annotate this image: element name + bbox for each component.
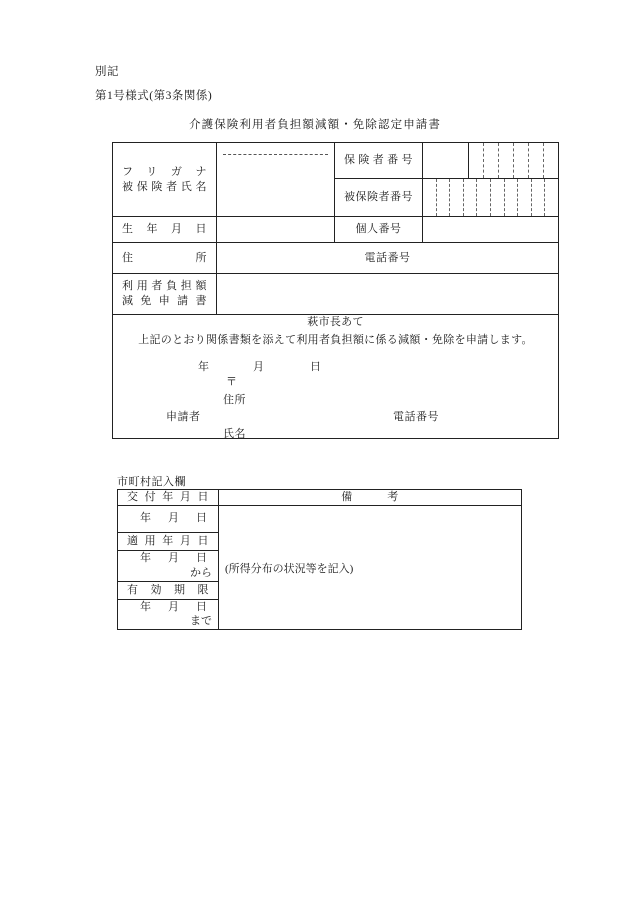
insurer-number-digit-3[interactable]: [499, 143, 514, 178]
remarks-header: 備 考: [341, 491, 399, 503]
insured-number-digit-8[interactable]: [518, 179, 532, 216]
insurer-number-blank-cell[interactable]: [423, 143, 469, 179]
table-row-furigana: [113, 143, 559, 179]
insured-number-digit-1[interactable]: [423, 179, 437, 216]
table-row-declaration: [113, 315, 559, 439]
personal-number-label-cell: [335, 217, 423, 243]
address-input-cell[interactable]: [217, 243, 559, 274]
municipality-header-row: [118, 490, 522, 506]
insured-number-digit-3[interactable]: [450, 179, 464, 216]
insurer-number-digit-5[interactable]: [529, 143, 544, 178]
valid-period-header-cell: [118, 581, 219, 599]
birthdate-label-cell: [113, 217, 217, 243]
application-main-table: [112, 142, 559, 439]
insured-number-digit-2[interactable]: [437, 179, 451, 216]
table-row-address: [113, 243, 559, 274]
insured-number-digit-7[interactable]: [505, 179, 519, 216]
insured-name-label: 被保険者氏名: [122, 180, 207, 193]
insured-number-digit-5[interactable]: [477, 179, 491, 216]
apply-date-from: から: [190, 566, 212, 579]
declaration-year-label: 年: [198, 360, 210, 373]
valid-period-ymd: 年 月 日: [140, 600, 210, 613]
apply-date-header: 適用年月日: [127, 534, 209, 547]
address-label-cell: [113, 243, 217, 274]
applicant-label: 申請者: [166, 410, 201, 423]
applicant-signature-block: [113, 360, 558, 438]
insured-number-digit-4[interactable]: [464, 179, 478, 216]
issue-date-value-cell[interactable]: [118, 505, 219, 532]
declaration-cell: [113, 315, 559, 439]
applicant-phone-label: 電話番号: [393, 410, 439, 423]
apply-date-value-cell[interactable]: [118, 550, 219, 581]
insured-name-input-cell[interactable]: [217, 143, 335, 217]
furigana-dotted-rule: [223, 154, 328, 155]
valid-period-until: まで: [190, 615, 212, 628]
applicant-name-label: 氏名: [223, 427, 246, 440]
insured-number-label-cell: [335, 179, 423, 217]
issue-date-ymd: 年 月 日: [140, 512, 210, 525]
burden-reduction-label-line2: 減免申請書: [122, 295, 207, 307]
issue-date-header-cell: [118, 490, 219, 506]
burden-reduction-label-cell: [113, 274, 217, 315]
declaration-statement: 上記のとおり関係書類を添えて利用者負担額に係る減額・免除を申請します。: [138, 333, 533, 346]
insurer-number-label-cell: [335, 143, 423, 179]
address-label: 住所: [122, 251, 207, 264]
insurer-number-digit-cells[interactable]: [469, 143, 559, 179]
insurer-number-digit-1[interactable]: [469, 143, 484, 178]
birthdate-input-cell[interactable]: [217, 217, 335, 243]
insured-number-digit-6[interactable]: [491, 179, 505, 216]
form-number-label: 第1号様式(第3条関係): [95, 90, 213, 102]
insured-number-digit-cells[interactable]: [423, 179, 559, 217]
phone-label: 電話番号: [364, 251, 411, 264]
insured-number-label: 被保険者番号: [344, 191, 413, 204]
birthdate-label: 生年月日: [122, 223, 207, 236]
valid-period-value-cell[interactable]: [118, 599, 219, 630]
municipality-row-0: [118, 505, 522, 532]
appendix-label: 別記: [95, 66, 119, 78]
declaration-month-label: 月: [253, 360, 265, 373]
insurer-number-digit-6[interactable]: [544, 143, 558, 178]
valid-period-header: 有効期限: [127, 583, 209, 596]
remarks-note: (所得分布の状況等を記入): [225, 562, 354, 575]
table-row-birthdate: [113, 217, 559, 243]
burden-reduction-label-line1: 利用者負担額: [122, 280, 207, 293]
postal-code-mark: 〒: [226, 375, 238, 388]
personal-number-label: 個人番号: [355, 223, 402, 236]
insured-name-label-cell: [113, 143, 217, 217]
applicant-address-label: 住所: [223, 393, 246, 406]
issue-date-header: 交付年月日: [127, 491, 209, 503]
burden-reduction-input-cell[interactable]: [217, 274, 559, 315]
remarks-body-cell[interactable]: [219, 505, 522, 629]
furigana-label: フリガナ: [122, 165, 207, 178]
table-row-burden-reduction: [113, 274, 559, 315]
document-title: 介護保険利用者負担額減額・免除認定申請書: [189, 119, 441, 131]
insured-number-digit-10[interactable]: [545, 179, 558, 216]
declaration-day-label: 日: [310, 360, 322, 373]
insurer-number-digit-2[interactable]: [484, 143, 499, 178]
declaration-addressee: 萩市長あて: [307, 316, 364, 328]
personal-number-digit-cells[interactable]: [423, 217, 559, 243]
municipality-table: [117, 489, 522, 630]
insured-number-digit-9[interactable]: [532, 179, 546, 216]
apply-date-ymd: 年 月 日: [140, 551, 210, 564]
remarks-header-cell: [219, 490, 522, 506]
insurer-number-digit-4[interactable]: [514, 143, 529, 178]
municipality-section-label: 市町村記入欄: [117, 476, 186, 488]
insurer-number-label: 保険者番号: [344, 154, 413, 167]
apply-date-header-cell: [118, 532, 219, 550]
